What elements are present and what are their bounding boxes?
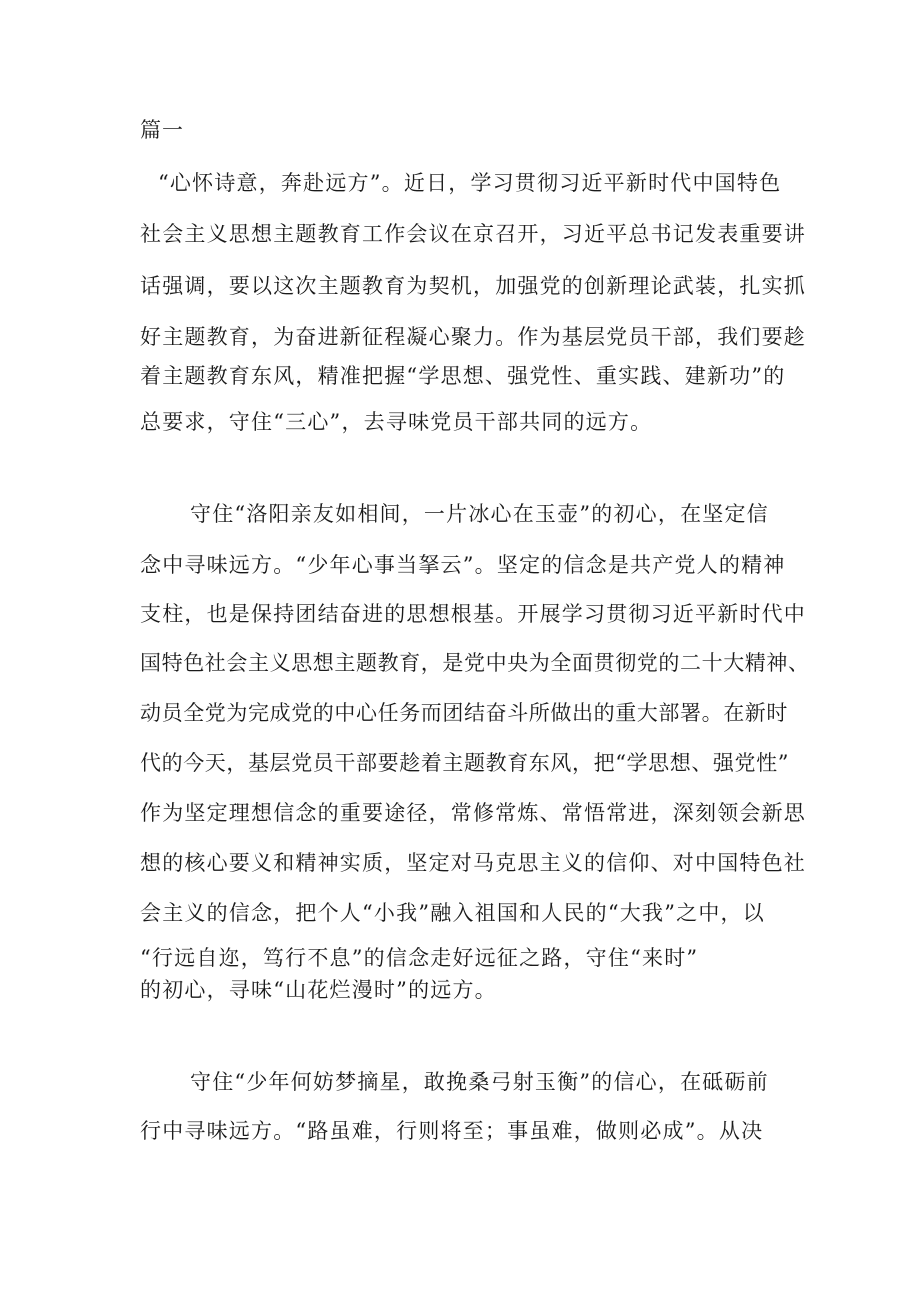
paragraph-line: 的初心，寻味“山花烂漫时”的远方。 bbox=[140, 978, 497, 1002]
paragraph-line: 念中寻味远方。“少年心事当拏云”。坚定的信念是共产党人的精神 bbox=[140, 553, 786, 577]
paragraph-line: 话强调，要以这次主题教育为契机，加强党的创新理论武装，扎实抓 bbox=[140, 274, 806, 298]
paragraph-line: 作为坚定理想信念的重要途径，常修常炼、常悟常进，深刻领会新思 bbox=[140, 801, 806, 825]
paragraph-line: 代的今天，基层党员干部要趁着主题教育东风，把“学思想、强党性” bbox=[140, 751, 790, 775]
paragraph-line: 国特色社会主义思想主题教育，是党中央为全面贯彻党的二十大精神、 bbox=[140, 651, 810, 675]
paragraph-line: 社会主义思想主题教育工作会议在京召开，习近平总书记发表重要讲 bbox=[140, 222, 806, 246]
paragraph-line: 着主题教育东风，精准把握“学思想、强党性、重实践、建新功”的 bbox=[140, 364, 786, 388]
paragraph-line: “心怀诗意，奔赴远方”。近日，学习贯彻习近平新时代中国特色 bbox=[158, 171, 782, 195]
paragraph-line: 行中寻味远方。“路虽难，行则将至；事虽难，做则必成”。从决 bbox=[140, 1119, 764, 1143]
section-heading: 篇一 bbox=[140, 118, 184, 142]
paragraph-line: 想的核心要义和精神实质，坚定对马克思主义的信仰、对中国特色社 bbox=[140, 851, 806, 875]
paragraph-line: 会主义的信念，把个人“小我”融入祖国和人民的“大我”之中，以 bbox=[140, 901, 765, 925]
paragraph-line: 守住“洛阳亲友如相间，一片冰心在玉壶”的初心，在坚定信 bbox=[190, 502, 769, 526]
paragraph-line: 好主题教育，为奋进新征程凝心聚力。作为基层党员干部，我们要趁 bbox=[140, 325, 806, 349]
paragraph-line: “行远自迩，笃行不息”的信念走好远征之路，守住“来时” bbox=[140, 946, 699, 970]
paragraph-line: 守住“少年何妨梦摘星，敢挽桑弓射玉衡”的信心，在砥砺前 bbox=[190, 1070, 769, 1094]
paragraph-line: 总要求，守住“三心”，去寻味党员干部共同的远方。 bbox=[140, 410, 653, 434]
paragraph-line: 动员全党为完成党的中心任务而团结奋斗所做出的重大部署。在新时 bbox=[140, 701, 788, 725]
paragraph-line: 支柱，也是保持团结奋进的思想根基。开展学习贯彻习近平新时代中 bbox=[140, 602, 806, 626]
